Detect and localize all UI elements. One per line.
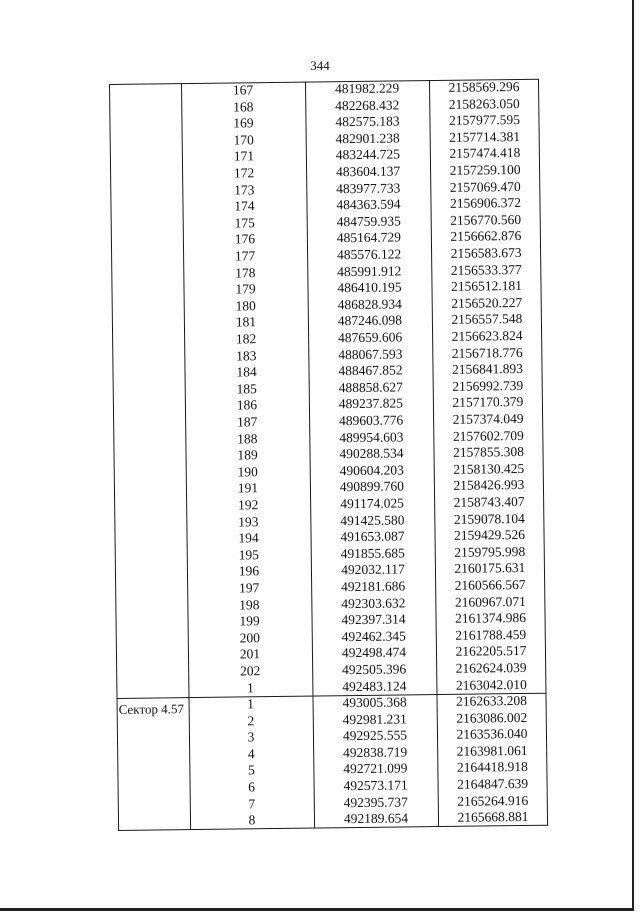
- point-number-cell: 182: [235, 331, 257, 347]
- point-number-cell: 195: [238, 547, 259, 563]
- y-coordinate-cell: 2157069.470: [449, 178, 521, 195]
- x-coordinate-cell: 492498.474: [341, 644, 407, 661]
- y-coordinate-cell: 2163086.002: [456, 709, 528, 726]
- x-coordinate-cell: 492395.737: [343, 793, 408, 810]
- y-coordinate-cell: 2156623.824: [451, 327, 523, 344]
- x-coordinate-cell: 485991.912: [337, 263, 402, 279]
- page-number: 344: [310, 58, 330, 73]
- point-number-cell: 169: [233, 115, 254, 131]
- x-coordinate-cell: 487246.098: [337, 312, 403, 329]
- x-coordinate-cell: 492981.231: [342, 711, 407, 727]
- y-coordinate-cell: 2157374.049: [452, 410, 524, 427]
- x-coordinate-cell: 492925.555: [342, 727, 408, 744]
- y-coordinate-cell: 2157602.709: [452, 427, 524, 444]
- point-number-cell: 189: [237, 447, 258, 463]
- x-coordinate-cell: 482901.238: [335, 130, 400, 147]
- x-coordinate-cell: 489954.603: [339, 429, 404, 445]
- x-coordinate-cell: 483244.725: [335, 146, 401, 163]
- point-number-cell: 187: [236, 414, 258, 430]
- x-coordinate-cell: 492573.171: [343, 777, 408, 794]
- y-coordinate-cell: 2157977.595: [448, 112, 520, 129]
- y-coordinate-cell: 2156662.876: [450, 228, 522, 245]
- y-coordinate-cell: 2157714.381: [449, 128, 521, 145]
- point-number-cell: 184: [236, 364, 257, 380]
- point-number-cell: 6: [248, 779, 256, 795]
- y-coordinate-cell: 2157259.100: [449, 161, 521, 178]
- x-coordinate-cell: 491425.580: [340, 512, 405, 528]
- point-number-cell: 200: [239, 629, 260, 646]
- point-number-cell: 180: [235, 298, 256, 314]
- y-coordinate-cell: 2163042.010: [455, 676, 527, 693]
- y-coordinate-cell: 2160175.631: [454, 560, 526, 577]
- y-coordinate-cell: 2165668.881: [457, 809, 529, 825]
- y-coordinate-cell: 2164847.639: [457, 775, 529, 792]
- point-number-cell: 186: [236, 397, 258, 413]
- y-coordinate-cell: 2161374.986: [455, 610, 527, 626]
- y-coordinate-cell: 2159429.526: [454, 527, 526, 544]
- coordinates-table: [109, 79, 548, 831]
- x-coordinate-cell: 492483.124: [342, 678, 407, 694]
- point-number-cell: 196: [238, 563, 260, 579]
- x-coordinate-cell: 488067.593: [338, 346, 403, 362]
- x-coordinate-cell: 483977.733: [336, 180, 401, 196]
- point-number-cell: 4: [247, 746, 255, 762]
- x-coordinate-cell: 484363.594: [336, 196, 401, 213]
- x-coordinate-cell: 492303.632: [341, 595, 406, 611]
- point-number-cell: 178: [235, 264, 256, 281]
- y-coordinate-cell: 2158426.993: [453, 477, 525, 494]
- y-coordinate-cell: 2156520.227: [451, 294, 523, 311]
- x-coordinate-cell: 492838.719: [343, 744, 408, 760]
- point-number-cell: 167: [232, 82, 254, 98]
- y-coordinate-cell: 2156906.372: [449, 195, 522, 212]
- x-coordinate-cell: 491855.685: [340, 545, 405, 562]
- y-coordinate-cell: 2161788.459: [455, 626, 527, 643]
- point-number-cell: 1: [247, 696, 255, 712]
- point-number-cell: 176: [234, 231, 256, 247]
- point-number-cell: 5: [247, 762, 255, 778]
- point-number-cell: 175: [234, 215, 255, 231]
- y-coordinate-cell: 2157855.308: [452, 444, 525, 461]
- y-coordinate-cell: 2156718.776: [451, 344, 523, 361]
- y-coordinate-cell: 2156557.548: [451, 311, 523, 328]
- point-number-cell: 198: [239, 596, 260, 613]
- y-coordinate-cell: 2159795.998: [454, 543, 526, 560]
- y-coordinate-cell: 2163536.040: [456, 726, 528, 742]
- y-coordinate-cell: 2156841.893: [451, 361, 524, 378]
- y-coordinate-cell: 2162205.517: [455, 643, 527, 660]
- x-coordinate-cell: 489237.825: [338, 395, 404, 412]
- point-number-cell: 1: [246, 679, 254, 695]
- y-coordinate-cell: 2156533.377: [450, 261, 522, 278]
- y-coordinate-cell: 2156770.560: [450, 211, 522, 228]
- point-number-cell: 173: [234, 181, 255, 198]
- x-coordinate-cell: 484759.935: [336, 213, 401, 230]
- x-coordinate-cell: 491174.025: [340, 495, 405, 512]
- point-number-cell: 199: [239, 613, 260, 629]
- y-coordinate-cell: 2157474.418: [449, 145, 521, 162]
- x-coordinate-cell: 492397.314: [341, 611, 406, 628]
- x-coordinate-cell: 490604.203: [339, 462, 404, 479]
- point-number-cell: 202: [239, 663, 261, 679]
- point-number-cell: 170: [233, 132, 254, 148]
- point-number-cell: 177: [234, 248, 256, 264]
- y-coordinate-cell: 2160566.567: [454, 576, 526, 593]
- point-number-cell: 171: [233, 148, 255, 164]
- point-number-cell: 191: [237, 480, 259, 496]
- y-coordinate-cell: 2156512.181: [450, 278, 523, 295]
- x-coordinate-cell: 491653.087: [340, 528, 405, 545]
- y-coordinate-cell: 2156992.739: [452, 377, 524, 394]
- point-number-cell: 183: [236, 347, 257, 364]
- x-coordinate-cell: 490288.534: [339, 445, 404, 462]
- x-coordinate-cell: 492462.345: [341, 628, 406, 644]
- point-number-cell: 7: [248, 795, 256, 811]
- point-number-cell: 192: [237, 497, 259, 513]
- x-coordinate-cell: 488467.852: [338, 362, 403, 379]
- x-coordinate-cell: 492721.099: [343, 760, 408, 777]
- point-number-cell: 8: [248, 812, 256, 828]
- x-coordinate-cell: 492181.686: [341, 578, 406, 595]
- point-number-cell: 193: [238, 513, 259, 530]
- point-number-cell: 3: [247, 729, 255, 745]
- x-coordinate-cell: 490899.760: [339, 478, 405, 495]
- x-coordinate-cell: 486410.195: [337, 279, 402, 296]
- x-coordinate-cell: 481982.229: [334, 80, 400, 97]
- point-number-cell: 168: [233, 98, 254, 115]
- x-coordinate-cell: 493005.368: [342, 694, 407, 711]
- x-coordinate-cell: 492189.654: [343, 810, 409, 827]
- y-coordinate-cell: 2158743.407: [453, 493, 525, 510]
- y-coordinate-cell: 2164418.918: [456, 759, 528, 776]
- x-coordinate-cell: 487659.606: [337, 329, 403, 346]
- point-number-cell: 181: [235, 314, 257, 330]
- y-coordinate-cell: 2163981.061: [456, 742, 528, 759]
- point-number-cell: 174: [234, 198, 255, 214]
- y-coordinate-cell: 2165264.916: [457, 792, 529, 809]
- y-coordinate-cell: 2157170.379: [452, 394, 524, 411]
- y-coordinate-cell: 2159078.104: [453, 510, 525, 527]
- x-coordinate-cell: 492505.396: [342, 661, 407, 678]
- y-coordinate-cell: 2160967.071: [454, 593, 526, 610]
- y-coordinate-cell: 2162633.208: [456, 692, 528, 709]
- x-coordinate-cell: 488858.627: [338, 379, 403, 396]
- x-coordinate-cell: 483604.137: [335, 163, 401, 180]
- x-coordinate-cell: 485576.122: [336, 246, 402, 263]
- x-coordinate-cell: 492032.117: [341, 561, 405, 578]
- x-coordinate-cell: 485164.729: [336, 229, 402, 246]
- point-number-cell: 179: [235, 281, 256, 297]
- y-coordinate-cell: 2162624.039: [455, 659, 527, 676]
- y-coordinate-cell: 2158130.425: [453, 460, 525, 477]
- y-coordinate-cell: 2158263.050: [448, 95, 520, 112]
- sector-label: Сектор 4.57: [118, 701, 184, 717]
- point-number-cell: 2: [247, 712, 255, 728]
- x-coordinate-cell: 486828.934: [337, 296, 402, 313]
- point-number-cell: 172: [233, 165, 255, 181]
- point-number-cell: 194: [238, 530, 259, 546]
- y-coordinate-cell: 2156583.673: [450, 244, 522, 261]
- point-number-cell: 197: [238, 580, 260, 596]
- x-coordinate-cell: 482268.432: [335, 97, 400, 113]
- y-coordinate-cell: 2158569.296: [448, 78, 520, 95]
- x-coordinate-cell: 482575.183: [335, 113, 400, 130]
- point-number-cell: 188: [237, 430, 258, 447]
- point-number-cell: 185: [236, 381, 257, 397]
- point-number-cell: 201: [239, 646, 261, 662]
- x-coordinate-cell: 489603.776: [338, 412, 404, 429]
- point-number-cell: 190: [237, 464, 258, 480]
